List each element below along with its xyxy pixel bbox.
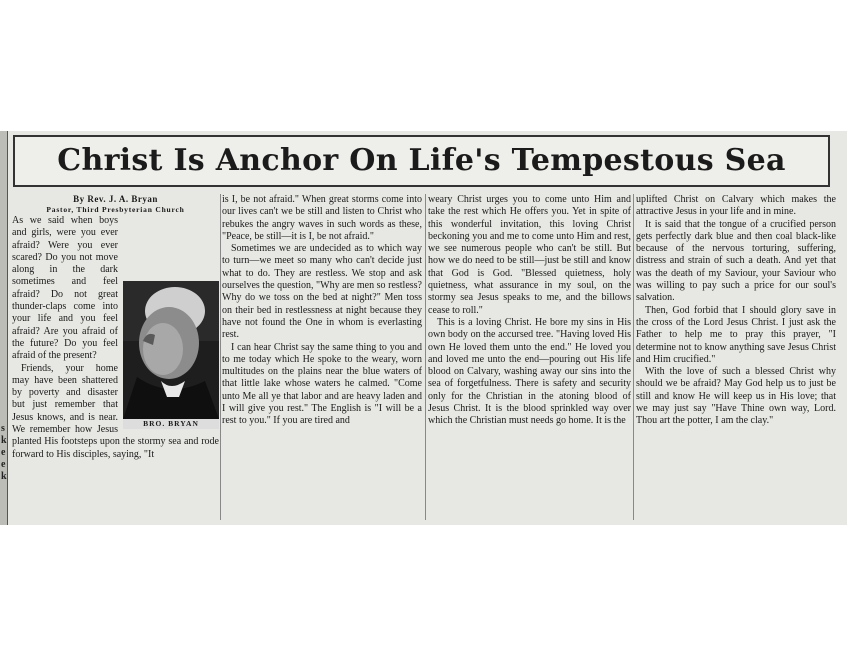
newspaper-clipping [0, 131, 847, 525]
article-paragraph: uplifted Christ on Calvary which makes the attractive Jesus in your life and in mine. [636, 194, 836, 218]
church-affiliation: Pastor, Third Presbyterian Church [46, 205, 185, 214]
article-column-1 [12, 194, 219, 520]
adjacent-column-fragments [1, 423, 7, 483]
article-column-4 [636, 194, 836, 520]
article-paragraph: Sometimes we are undecided as to which way to turn—we meet so many who can't decide just what to do. They are restless. We stop and ask ourselves the question, "Why are men so restless? Why do we toss on the bed at night?" Men toss on their bed in restlessness at night because they have not found the One in whom is everlasting rest. [222, 243, 422, 341]
column-divider [633, 194, 634, 520]
adjacent-column-strip [0, 131, 8, 525]
article-column-3 [428, 194, 631, 520]
article-paragraph: This is a loving Christ. He bore my sins in His own body on the accursed tree. "Having loved His own He loved them unto the end." He loved you and loved me unto the end—pouring out His life blood on Calvary, washing away our sins into the sea of forgetfulness. There is safety and security only for the Christian in the atoning blood of Jesus Christ. It is the blood sprinkled way over which the Christian must needs go home. It is the [428, 316, 631, 427]
article-paragraph: weary Christ urges you to come unto Him and take the rest which He offers you. Yet in spite of this wonderful invitation, this loving Christ beckoning you and me to come unto Him and rest, we see numerous people who can't be still. But how we do need to be still—just be still and know that God is God. "Blessed quietness, holy quietness, what assurance in my soul, on the stormy sea Jesus speaks to me, and the billows cease to roll." [428, 194, 631, 316]
column-divider [220, 194, 221, 520]
strip-char: s [1, 423, 5, 434]
article-paragraph: Then, God forbid that I should glory save in the cross of the Lord Jesus Christ. I just ask the Father to help me to pray this prayer, "I determine not to know anything save Jesus Christ and Him crucified." [636, 304, 836, 365]
portrait-image [123, 281, 219, 419]
article-paragraph: Friends, your home may have been shattered by poverty and disaster but just remember that Jesus knows, and is near. We remember how Jesus planted His footsteps upon the stormy sea and rode forward to His disciples, saying, "It [12, 362, 219, 460]
article-paragraph: With the love of such a blessed Christ why should we be afraid? May God help us to just be still and know He will keep us in His love; that we may just say "Have Thine own way, Lord. Thou art the potter, I am the clay." [636, 366, 836, 427]
article-paragraph: I can hear Christ say the same thing to you and to me today which He spoke to the weary, worn multitudes on the plains near the blue waters of that little lake whose waters he calmed. "Come unto Me all ye that labor and are heavy laden and I will give you rest." The English is "I will be a rest to you." If you are tired and [222, 341, 422, 427]
article-paragraph: is I, be not afraid." When great storms come into our lives can't we be still and listen to Christ who rebukes the angry waves in such words as these, "Peace, be still—it is I, be not afraid." [222, 194, 422, 242]
headline-box [13, 135, 830, 187]
article-paragraph: It is said that the tongue of a crucified person gets perfectly dark blue and then coal black-like because of the nervous torturing, suffering, distress and strain of such a death. And yet that was the death of my Saviour, your Saviour who was willing to pay such a price for our soul's salvation. [636, 218, 836, 304]
author-photo [123, 281, 219, 429]
article-paragraph: As we said when boys and girls, were you ever afraid? Were you ever scared? Do you not move along in the dark sometimes and feel afraid? Do not great thunder-claps come into your life and you feel afraid? Are you afraid of the future? Do you feel afraid of the present? [12, 215, 118, 362]
headline: Christ Is Anchor On Life's Tempestous Sea [57, 143, 786, 178]
strip-char: k [1, 435, 7, 446]
strip-char: e [1, 459, 6, 470]
article-column-2 [222, 194, 422, 520]
photo-caption: BRO. BRYAN [143, 419, 199, 428]
strip-char: e [1, 447, 6, 458]
column-divider [425, 194, 426, 520]
byline: By Rev. J. A. Bryan [73, 194, 158, 204]
strip-char: k [1, 471, 7, 482]
